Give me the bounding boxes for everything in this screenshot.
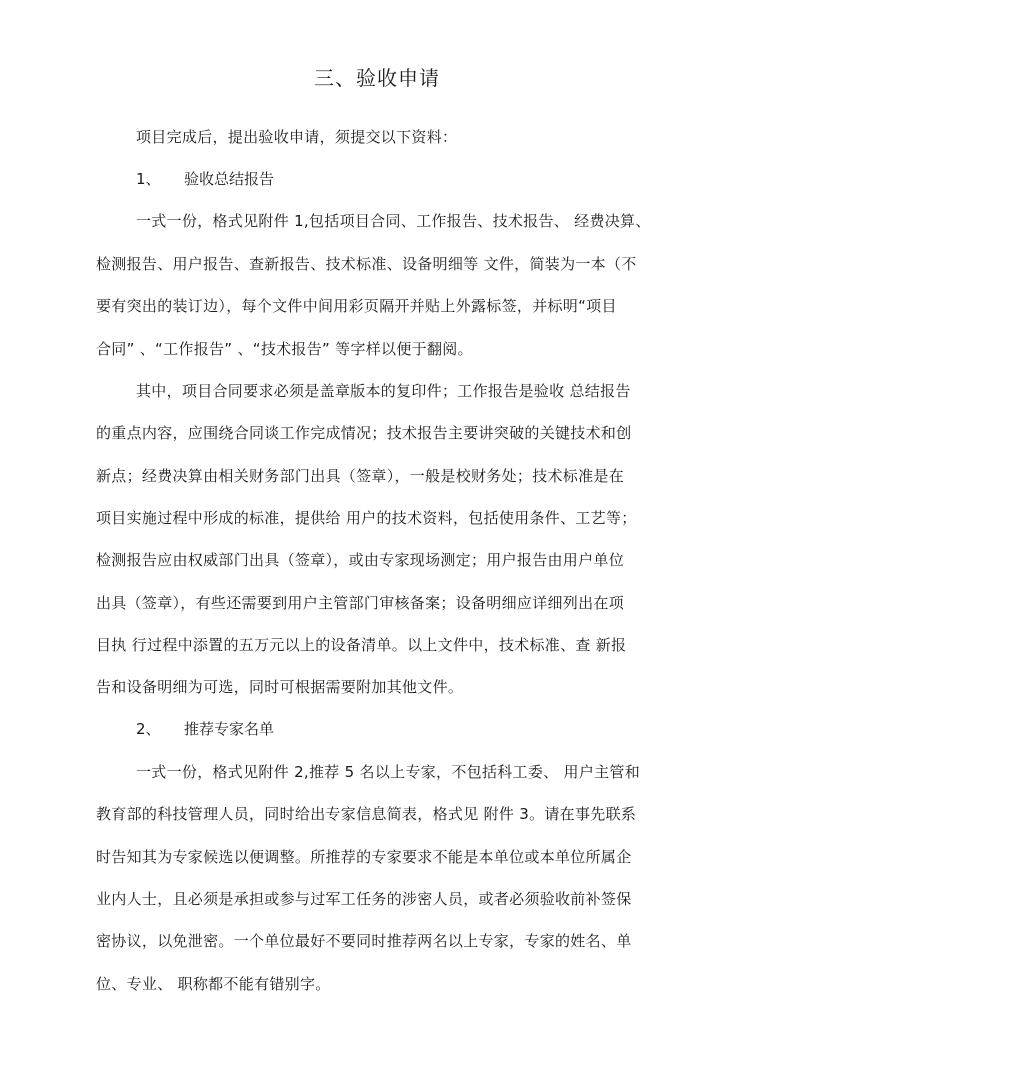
section-2-number: 2、 (136, 720, 161, 738)
section-2-paragraph-line: 一式一份，格式见附件 2,推荐 5 名以上专家，不包括科工委、 用户主管和 (136, 763, 641, 781)
section-1-paragraph-2-line: 新点；经费决算由相关财务部门出具（签章），一般是校财务处；技术标准是在 (96, 467, 625, 485)
section-1-paragraph-2-line: 其中，项目合同要求必须是盖章版本的复印件；工作报告是验收 总结报告 (136, 382, 631, 400)
intro-text: 项目完成后，提出验收申请，须提交以下资料： (136, 128, 458, 146)
section-1-paragraph-2-line: 检测报告应由权威部门出具（签章），或由专家现场测定；用户报告由用户单位 (96, 551, 625, 569)
section-1-paragraph-2-line: 出具（签章），有些还需要到用户主管部门审核备案；设备明细应详细列出在项 (96, 594, 625, 612)
section-2-paragraph-line: 位、专业、 职称都不能有错别字。 (96, 975, 331, 993)
page-title: 三、验收申请 (314, 66, 440, 90)
section-1-paragraph-2-line: 的重点内容，应围绕合同谈工作完成情况；技术报告主要讲突破的关键技术和创 (96, 424, 632, 442)
section-2-paragraph-line: 业内人士，且必须是承担或参与过军工任务的涉密人员，或者必须验收前补签保 (96, 890, 632, 908)
section-1-paragraph-1-line: 检测报告、用户报告、查新报告、技术标准、设备明细等 文件，简装为一本（不 (96, 255, 637, 273)
section-1-number: 1、 (136, 170, 161, 188)
section-1-heading: 验收总结报告 (184, 170, 275, 188)
section-1-paragraph-2-line: 告和设备明细为可选，同时可根据需要附加其他文件。 (96, 678, 464, 696)
section-1-paragraph-2-line: 项目实施过程中形成的标准，提供给 用户的技术资料，包括使用条件、工艺等； (96, 509, 637, 527)
section-1-paragraph-1-line: 一式一份，格式见附件 1,包括项目合同、工作报告、技术报告、 经费决算、 (136, 212, 651, 230)
section-1-paragraph-2-line: 目执 行过程中添置的五万元以上的设备清单。以上文件中，技术标准、查 新报 (96, 636, 627, 654)
section-1-paragraph-1-line: 要有突出的装订边），每个文件中间用彩页隔开并贴上外露标签，并标明“项目 (96, 297, 617, 315)
section-2-paragraph-line: 时告知其为专家候选以便调整。所推荐的专家要求不能是本单位或本单位所属企 (96, 848, 632, 866)
section-2-paragraph-line: 教育部的科技管理人员，同时给出专家信息简表，格式见 附件 3。请在事先联系 (96, 805, 637, 823)
section-1-paragraph-1-line: 合同” 、“工作报告” 、“技术报告” 等字样以便于翻阅。 (96, 340, 473, 358)
section-2-paragraph-line: 密协议，以免泄密。一个单位最好不要同时推荐两名以上专家，专家的姓名、单 (96, 932, 632, 950)
section-2-heading: 推荐专家名单 (184, 720, 275, 738)
